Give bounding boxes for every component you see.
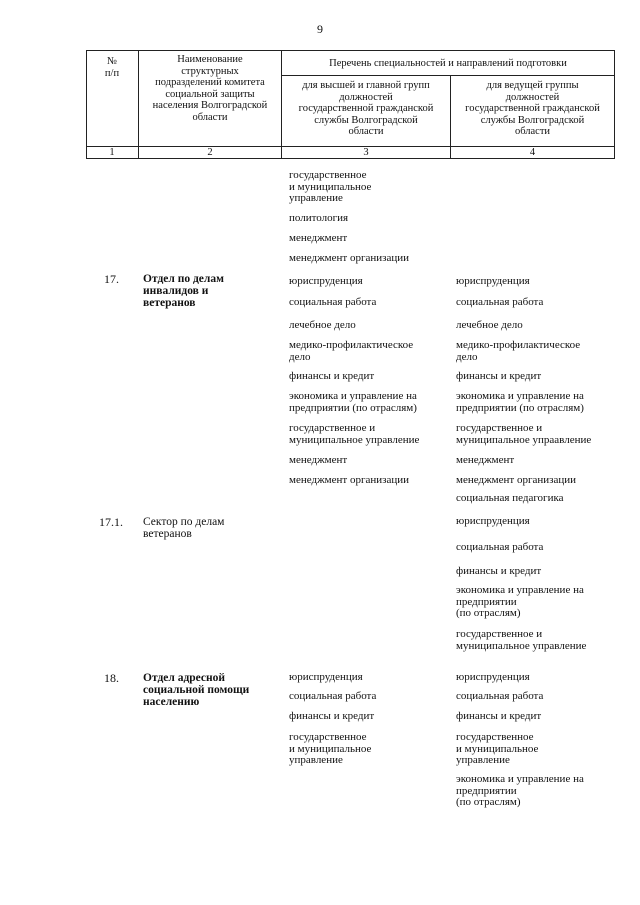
specialty-leading: экономика и управление на предприятии (по отраслям): [456, 390, 584, 414]
specialty-leading: финансы и кредит: [456, 565, 542, 577]
specialty-senior: менеджмент: [289, 454, 348, 466]
specialty-leading: лечебное дело: [456, 319, 523, 331]
specialty-leading: государственное и муниципальное упраавление: [456, 422, 592, 446]
header-leading-group: для ведущей группы должностей государственной гражданской службы Волгоградской области: [465, 80, 600, 137]
specialty-leading: государственное и муниципальное управление: [456, 731, 539, 766]
specialty-leading: медико-профилактическое дело: [456, 339, 581, 363]
rule-right: [614, 50, 615, 159]
specialty-senior: юриспруденция: [289, 275, 363, 287]
header-col-number-2: 2: [207, 147, 213, 158]
specialty-senior: социальная работа: [289, 296, 377, 308]
header-col-number-4: 4: [529, 147, 536, 158]
header-col-number-1: 1: [109, 147, 115, 158]
specialty-senior: государственное и муниципальное управление: [289, 422, 420, 446]
specialty-leading: финансы и кредит: [456, 710, 542, 722]
specialty-senior: социальная работа: [289, 690, 377, 702]
table-header: [86, 50, 615, 160]
rule-group: [281, 75, 615, 76]
specialty-leading: социальная работа: [456, 541, 544, 553]
page-number: 9: [317, 22, 323, 36]
header-col-number-3: 3: [363, 147, 369, 158]
specialty-leading: государственное и муниципальное управление: [456, 628, 587, 652]
specialty-leading: юриспруденция: [456, 275, 530, 287]
specialty-senior: юриспруденция: [289, 671, 363, 683]
specialty-senior: экономика и управление на предприятии (по отраслям): [289, 390, 417, 414]
specialty-senior: лечебное дело: [289, 319, 356, 331]
specialty-leading: экономика и управление на предприятии (по отраслям): [456, 584, 584, 619]
row-number: 17.: [104, 272, 119, 286]
specialty-senior: медико-профилактическое дело: [289, 339, 414, 363]
header-number: № п/п: [104, 56, 120, 79]
cont-item: политология: [289, 212, 349, 224]
cont-item: государственное и муниципальное управление: [289, 169, 372, 204]
specialty-senior: менеджмент организации: [289, 474, 410, 486]
specialty-leading: юриспруденция: [456, 671, 530, 683]
header-specialties: Перечень специальностей и направлений подготовки: [329, 58, 567, 69]
specialty-leading: финансы и кредит: [456, 370, 542, 382]
specialty-leading: экономика и управление на предприятии (по отраслям): [456, 773, 584, 808]
specialty-leading: менеджмент организации: [456, 474, 577, 486]
header-unit-name: Наименование структурных подразделений комитета социальной защиты населения Волгоградской области: [152, 54, 268, 123]
specialty-leading: юриспруденция: [456, 515, 530, 527]
cont-item: менеджмент организации: [289, 252, 410, 264]
specialty-leading: социальная педагогика: [456, 492, 564, 504]
specialty-leading: социальная работа: [456, 296, 544, 308]
cont-item: менеджмент: [289, 232, 348, 244]
rule-top: [86, 50, 615, 51]
unit-name: Отдел адресной социальной помощи населению: [143, 672, 250, 708]
row-number: 18.: [104, 671, 119, 685]
unit-name: Отдел по делам инвалидов и ветеранов: [143, 273, 224, 309]
specialty-senior: финансы и кредит: [289, 710, 375, 722]
header-senior-groups: для высшей и главной групп должностей государственной гражданской службы Волгоградской области: [298, 80, 434, 137]
specialty-senior: государственное и муниципальное управление: [289, 731, 372, 766]
specialty-leading: социальная работа: [456, 690, 544, 702]
row-number: 17.1.: [99, 515, 123, 529]
unit-name: Сектор по делам ветеранов: [143, 516, 225, 540]
specialty-senior: финансы и кредит: [289, 370, 375, 382]
specialty-leading: менеджмент: [456, 454, 515, 466]
